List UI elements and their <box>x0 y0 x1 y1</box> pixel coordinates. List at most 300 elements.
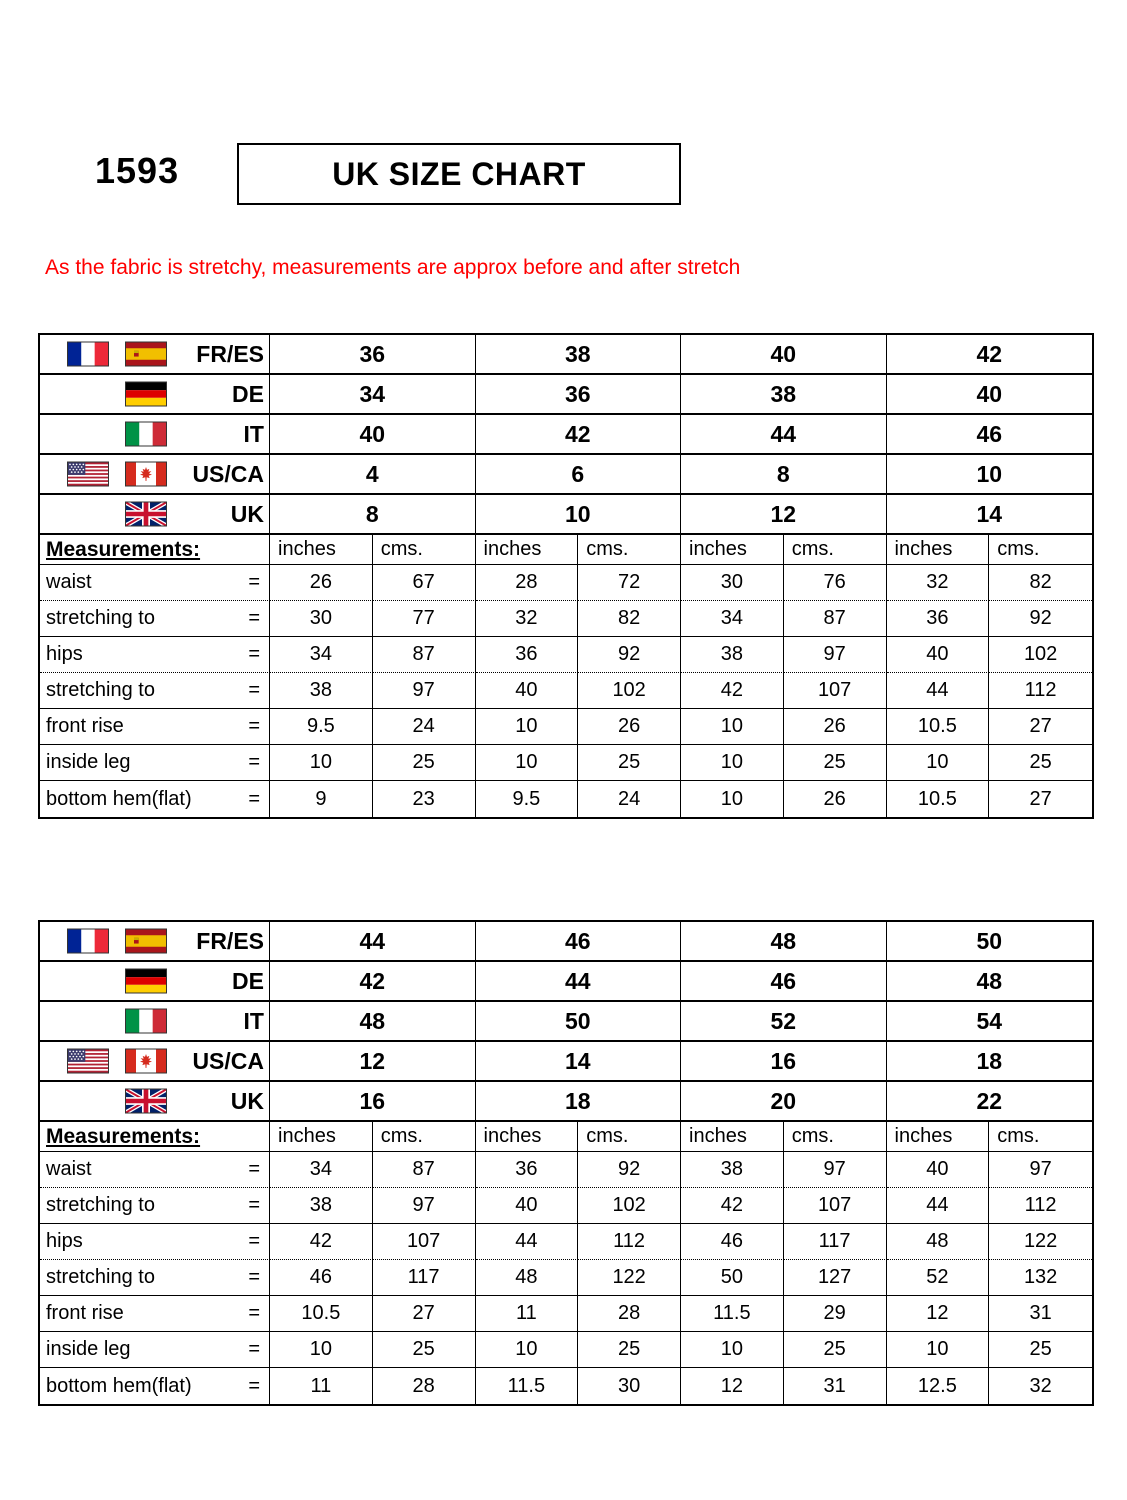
size-value: 34 <box>270 375 476 415</box>
measure-label-wrap <box>40 1338 269 1361</box>
measure-value: 30 <box>578 1368 681 1404</box>
unit-header: inches <box>887 535 990 565</box>
size-row-header-cell <box>40 455 270 495</box>
measure-value: 10 <box>270 745 373 781</box>
size-row-uk <box>40 1082 1092 1122</box>
measure-label-wrap <box>40 1302 269 1325</box>
equals-sign: = <box>248 679 260 701</box>
measure-value: 87 <box>373 1152 476 1188</box>
measure-value: 23 <box>373 781 476 817</box>
measure-label: inside leg <box>46 1338 131 1360</box>
measure-label: inside leg <box>46 751 131 773</box>
measure-row-bottom-hem-flat <box>40 1368 1092 1404</box>
measure-label-cell <box>40 1368 270 1404</box>
measure-value: 32 <box>476 601 579 637</box>
measure-value: 40 <box>476 673 579 709</box>
canada-flag <box>125 1049 167 1074</box>
measure-value: 25 <box>373 1332 476 1368</box>
measure-value: 11.5 <box>476 1368 579 1404</box>
measure-value: 102 <box>989 637 1092 673</box>
region-label: FR/ES <box>196 340 264 367</box>
measure-label-wrap <box>40 788 269 811</box>
measure-value: 25 <box>989 745 1092 781</box>
size-value: 8 <box>681 455 887 495</box>
measure-value: 10.5 <box>887 781 990 817</box>
measure-value: 27 <box>373 1296 476 1332</box>
measure-value: 25 <box>578 1332 681 1368</box>
size-value: 44 <box>681 415 887 455</box>
measure-row-inside-leg <box>40 745 1092 781</box>
equals-sign: = <box>248 751 260 773</box>
measure-value: 97 <box>784 637 887 673</box>
flag-group <box>125 1089 167 1114</box>
measure-value: 38 <box>270 673 373 709</box>
size-row-header-cell <box>40 962 270 1002</box>
measurements-header-cell <box>40 535 270 565</box>
size-value: 18 <box>887 1042 1093 1082</box>
measure-label-wrap <box>40 1375 269 1398</box>
measure-label: front rise <box>46 715 124 737</box>
document-code: 1593 <box>95 150 180 191</box>
size-row-header-cell <box>40 415 270 455</box>
region-label: UK <box>230 500 264 527</box>
size-value: 6 <box>476 455 682 495</box>
size-value: 22 <box>887 1082 1093 1122</box>
measure-label-wrap <box>40 643 269 666</box>
size-row-de <box>40 962 1092 1002</box>
size-value: 50 <box>887 922 1093 962</box>
measure-row-inside-leg <box>40 1332 1092 1368</box>
size-value: 46 <box>681 962 887 1002</box>
measure-label: waist <box>46 571 92 593</box>
equals-sign: = <box>248 715 260 737</box>
measurements-label: Measurements: <box>46 1124 201 1148</box>
measure-label-wrap <box>40 571 269 594</box>
size-row-fr-es <box>40 335 1092 375</box>
unit-header: inches <box>476 1122 579 1152</box>
measure-value: 42 <box>270 1224 373 1260</box>
measure-value: 102 <box>578 1188 681 1224</box>
measure-value: 46 <box>270 1260 373 1296</box>
measure-value: 10 <box>270 1332 373 1368</box>
unit-header: inches <box>270 1122 373 1152</box>
unit-header: cms. <box>578 1122 681 1152</box>
measure-value: 107 <box>784 1188 887 1224</box>
region-label: FR/ES <box>196 927 264 954</box>
size-value: 46 <box>887 415 1093 455</box>
size-row-us-ca <box>40 1042 1092 1082</box>
measure-label: stretching to <box>46 607 155 629</box>
measure-value: 10 <box>476 709 579 745</box>
size-chart-table-1 <box>38 333 1094 819</box>
germany-flag <box>125 969 167 994</box>
measure-value: 97 <box>373 1188 476 1224</box>
units-header-row <box>40 1122 1092 1152</box>
size-value: 40 <box>681 335 887 375</box>
size-row-header-cell <box>40 1082 270 1122</box>
measure-value: 87 <box>373 637 476 673</box>
measure-row-bottom-hem-flat <box>40 781 1092 817</box>
measure-value: 34 <box>270 637 373 673</box>
size-value: 36 <box>270 335 476 375</box>
measure-label: front rise <box>46 1302 124 1324</box>
measure-value: 132 <box>989 1260 1092 1296</box>
germany-flag <box>125 382 167 407</box>
region-label: DE <box>232 380 264 407</box>
measure-value: 12 <box>681 1368 784 1404</box>
measure-label-wrap <box>40 751 269 774</box>
equals-sign: = <box>248 643 260 665</box>
measure-value: 25 <box>784 745 887 781</box>
measure-row-stretching-to <box>40 1188 1092 1224</box>
measure-label-cell <box>40 637 270 673</box>
measure-value: 76 <box>784 565 887 601</box>
size-row-uk <box>40 495 1092 535</box>
size-row-fr-es <box>40 922 1092 962</box>
equals-sign: = <box>248 1266 260 1288</box>
measure-value: 10 <box>887 1332 990 1368</box>
size-value: 48 <box>681 922 887 962</box>
unit-header: inches <box>270 535 373 565</box>
equals-sign: = <box>248 571 260 593</box>
measure-row-stretching-to <box>40 673 1092 709</box>
measure-label-wrap <box>40 1158 269 1181</box>
measure-label-wrap <box>40 679 269 702</box>
measure-label-wrap <box>40 1230 269 1253</box>
size-value: 52 <box>681 1002 887 1042</box>
measure-value: 32 <box>887 565 990 601</box>
measure-row-stretching-to <box>40 601 1092 637</box>
measure-label-cell <box>40 1296 270 1332</box>
measure-label: bottom hem(flat) <box>46 1374 192 1397</box>
region-label: UK <box>230 1087 264 1114</box>
spain-flag <box>125 342 167 367</box>
measure-value: 42 <box>681 1188 784 1224</box>
measure-value: 77 <box>373 601 476 637</box>
measure-label-cell <box>40 745 270 781</box>
measure-value: 107 <box>784 673 887 709</box>
size-value: 48 <box>887 962 1093 1002</box>
measure-label: waist <box>46 1158 92 1180</box>
size-row-us-ca <box>40 455 1092 495</box>
measure-value: 28 <box>578 1296 681 1332</box>
measure-label-cell <box>40 565 270 601</box>
measure-value: 36 <box>887 601 990 637</box>
measure-label: hips <box>46 643 83 665</box>
measure-value: 26 <box>578 709 681 745</box>
measure-value: 102 <box>578 673 681 709</box>
unit-header: cms. <box>989 1122 1092 1152</box>
unit-header: cms. <box>989 535 1092 565</box>
size-value: 46 <box>476 922 682 962</box>
measure-value: 26 <box>270 565 373 601</box>
usa-flag <box>67 1049 109 1074</box>
measure-label-wrap <box>40 715 269 738</box>
measure-value: 10.5 <box>270 1296 373 1332</box>
size-value: 18 <box>476 1082 682 1122</box>
measure-label-cell <box>40 601 270 637</box>
measure-value: 26 <box>784 781 887 817</box>
size-row-it <box>40 415 1092 455</box>
measure-label: stretching to <box>46 679 155 701</box>
measure-value: 11 <box>270 1368 373 1404</box>
region-label: US/CA <box>192 1047 264 1074</box>
measure-value: 122 <box>578 1260 681 1296</box>
measure-value: 117 <box>373 1260 476 1296</box>
measure-row-hips <box>40 1224 1092 1260</box>
size-row-header-cell <box>40 1002 270 1042</box>
measure-value: 9.5 <box>476 781 579 817</box>
measure-value: 122 <box>989 1224 1092 1260</box>
measure-row-stretching-to <box>40 1260 1092 1296</box>
measure-row-front-rise <box>40 709 1092 745</box>
measure-value: 34 <box>681 601 784 637</box>
measure-value: 40 <box>887 1152 990 1188</box>
region-label: IT <box>243 1007 264 1034</box>
equals-sign: = <box>248 1230 260 1252</box>
measure-value: 97 <box>989 1152 1092 1188</box>
size-value: 4 <box>270 455 476 495</box>
measure-value: 10 <box>681 1332 784 1368</box>
flag-group <box>67 929 167 954</box>
size-row-header-cell <box>40 495 270 535</box>
measure-value: 27 <box>989 709 1092 745</box>
measure-value: 30 <box>270 601 373 637</box>
size-value: 38 <box>476 335 682 375</box>
equals-sign: = <box>248 1158 260 1180</box>
measure-value: 36 <box>476 637 579 673</box>
measure-value: 42 <box>681 673 784 709</box>
flag-group <box>125 502 167 527</box>
measure-value: 112 <box>578 1224 681 1260</box>
equals-sign: = <box>248 1338 260 1360</box>
measure-value: 12.5 <box>887 1368 990 1404</box>
measure-value: 92 <box>578 1152 681 1188</box>
size-row-it <box>40 1002 1092 1042</box>
measure-value: 30 <box>681 565 784 601</box>
unit-header: cms. <box>578 535 681 565</box>
flag-group <box>125 1009 167 1034</box>
uk-flag <box>125 502 167 527</box>
measure-value: 87 <box>784 601 887 637</box>
measure-row-hips <box>40 637 1092 673</box>
measure-value: 107 <box>373 1224 476 1260</box>
measure-value: 10 <box>681 781 784 817</box>
measure-label-wrap <box>40 1266 269 1289</box>
measure-value: 117 <box>784 1224 887 1260</box>
flag-group <box>67 1049 167 1074</box>
france-flag <box>67 929 109 954</box>
size-value: 44 <box>270 922 476 962</box>
measure-value: 26 <box>784 709 887 745</box>
measure-value: 12 <box>887 1296 990 1332</box>
unit-header: inches <box>681 1122 784 1152</box>
size-value: 14 <box>887 495 1093 535</box>
size-value: 38 <box>681 375 887 415</box>
measure-label-cell <box>40 673 270 709</box>
size-value: 42 <box>887 335 1093 375</box>
size-value: 40 <box>887 375 1093 415</box>
measure-row-waist <box>40 1152 1092 1188</box>
measure-value: 38 <box>270 1188 373 1224</box>
italy-flag <box>125 1009 167 1034</box>
flag-group <box>125 382 167 407</box>
page-title: UK SIZE CHART <box>332 155 586 192</box>
size-chart-table-2 <box>38 920 1094 1406</box>
measure-value: 10 <box>681 709 784 745</box>
measure-value: 38 <box>681 637 784 673</box>
measure-value: 32 <box>1029 1374 1052 1397</box>
size-value: 12 <box>681 495 887 535</box>
size-value: 40 <box>270 415 476 455</box>
measure-value: 40 <box>476 1188 579 1224</box>
measure-row-front-rise <box>40 1296 1092 1332</box>
measure-label-wrap <box>40 607 269 630</box>
stretch-note: As the fabric is stretchy, measurements are approx before and after stretch <box>45 256 741 279</box>
measure-value: 48 <box>887 1224 990 1260</box>
size-value: 10 <box>887 455 1093 495</box>
measure-value: 25 <box>373 745 476 781</box>
unit-header: inches <box>681 535 784 565</box>
measure-label: stretching to <box>46 1266 155 1288</box>
flag-group <box>125 422 167 447</box>
measure-label: hips <box>46 1230 83 1252</box>
size-value: 44 <box>476 962 682 1002</box>
measure-label-cell <box>40 1260 270 1296</box>
measure-value: 44 <box>476 1224 579 1260</box>
equals-sign: = <box>248 1374 260 1397</box>
uk-flag <box>125 1089 167 1114</box>
measure-value: 25 <box>989 1332 1092 1368</box>
flag-group <box>67 342 167 367</box>
measure-value: 38 <box>681 1152 784 1188</box>
measure-label-cell <box>40 781 270 817</box>
flag-group <box>67 462 167 487</box>
measure-label: stretching to <box>46 1194 155 1216</box>
size-value: 14 <box>476 1042 682 1082</box>
measure-value: 52 <box>887 1260 990 1296</box>
measure-value: 44 <box>887 1188 990 1224</box>
measure-value: 28 <box>373 1368 476 1404</box>
equals-sign: = <box>248 1194 260 1216</box>
measure-value: 82 <box>989 565 1092 601</box>
usa-flag <box>67 462 109 487</box>
measure-value: 92 <box>989 601 1092 637</box>
size-value: 10 <box>476 495 682 535</box>
title-box <box>237 143 681 205</box>
measure-value: 48 <box>476 1260 579 1296</box>
measure-value: 9 <box>270 781 373 817</box>
measure-value: 10 <box>681 745 784 781</box>
measure-value: 10 <box>887 745 990 781</box>
measure-value: 31 <box>989 1296 1092 1332</box>
unit-header: cms. <box>373 1122 476 1152</box>
measure-value: 40 <box>887 637 990 673</box>
measure-value: 31 <box>784 1368 887 1404</box>
size-row-header-cell <box>40 375 270 415</box>
equals-sign: = <box>248 787 260 810</box>
france-flag <box>67 342 109 367</box>
measure-label-cell <box>40 1152 270 1188</box>
size-value: 12 <box>270 1042 476 1082</box>
measure-value: 44 <box>887 673 990 709</box>
measure-value: 25 <box>784 1332 887 1368</box>
measure-value: 11 <box>476 1296 579 1332</box>
unit-header: inches <box>476 535 579 565</box>
italy-flag <box>125 422 167 447</box>
measure-value: 97 <box>784 1152 887 1188</box>
flag-group <box>125 969 167 994</box>
unit-header: cms. <box>784 535 887 565</box>
size-value: 16 <box>270 1082 476 1122</box>
measure-label-wrap <box>40 1194 269 1217</box>
size-value: 54 <box>887 1002 1093 1042</box>
measure-value: 50 <box>681 1260 784 1296</box>
measure-value: 112 <box>989 673 1092 709</box>
measure-label-cell <box>40 1188 270 1224</box>
size-value: 50 <box>476 1002 682 1042</box>
measure-label-cell <box>40 1224 270 1260</box>
size-row-header-cell <box>40 922 270 962</box>
unit-header: cms. <box>784 1122 887 1152</box>
size-value: 8 <box>270 495 476 535</box>
region-label: US/CA <box>192 460 264 487</box>
measure-label-cell <box>40 1332 270 1368</box>
measure-value: 27 <box>1029 787 1052 810</box>
measure-value: 46 <box>681 1224 784 1260</box>
size-value: 48 <box>270 1002 476 1042</box>
measure-value: 127 <box>784 1260 887 1296</box>
measure-label: bottom hem(flat) <box>46 787 192 810</box>
measure-value: 82 <box>578 601 681 637</box>
size-value: 36 <box>476 375 682 415</box>
measure-row-waist <box>40 565 1092 601</box>
measure-value: 10 <box>476 1332 579 1368</box>
measure-value: 34 <box>270 1152 373 1188</box>
measure-value: 24 <box>373 709 476 745</box>
measure-value: 10 <box>476 745 579 781</box>
measurements-header-cell <box>40 1122 270 1152</box>
measure-value: 72 <box>578 565 681 601</box>
size-row-de <box>40 375 1092 415</box>
measure-value: 9.5 <box>270 709 373 745</box>
measure-value: 97 <box>373 673 476 709</box>
equals-sign: = <box>248 1302 260 1324</box>
canada-flag <box>125 462 167 487</box>
unit-header: cms. <box>373 535 476 565</box>
measure-value: 112 <box>989 1188 1092 1224</box>
measure-value: 29 <box>784 1296 887 1332</box>
equals-sign: = <box>248 607 260 629</box>
measure-value: 92 <box>578 637 681 673</box>
measurements-label: Measurements: <box>46 537 201 561</box>
size-value: 20 <box>681 1082 887 1122</box>
size-value: 16 <box>681 1042 887 1082</box>
size-row-header-cell <box>40 1042 270 1082</box>
measure-value: 11.5 <box>681 1296 784 1332</box>
size-value: 42 <box>270 962 476 1002</box>
size-row-header-cell <box>40 335 270 375</box>
measure-value: 28 <box>476 565 579 601</box>
measure-value: 25 <box>578 745 681 781</box>
region-label: DE <box>232 967 264 994</box>
measure-value: 67 <box>373 565 476 601</box>
measure-label-cell <box>40 709 270 745</box>
region-label: IT <box>243 420 264 447</box>
measure-value: 36 <box>476 1152 579 1188</box>
unit-header: inches <box>887 1122 990 1152</box>
units-header-row <box>40 535 1092 565</box>
